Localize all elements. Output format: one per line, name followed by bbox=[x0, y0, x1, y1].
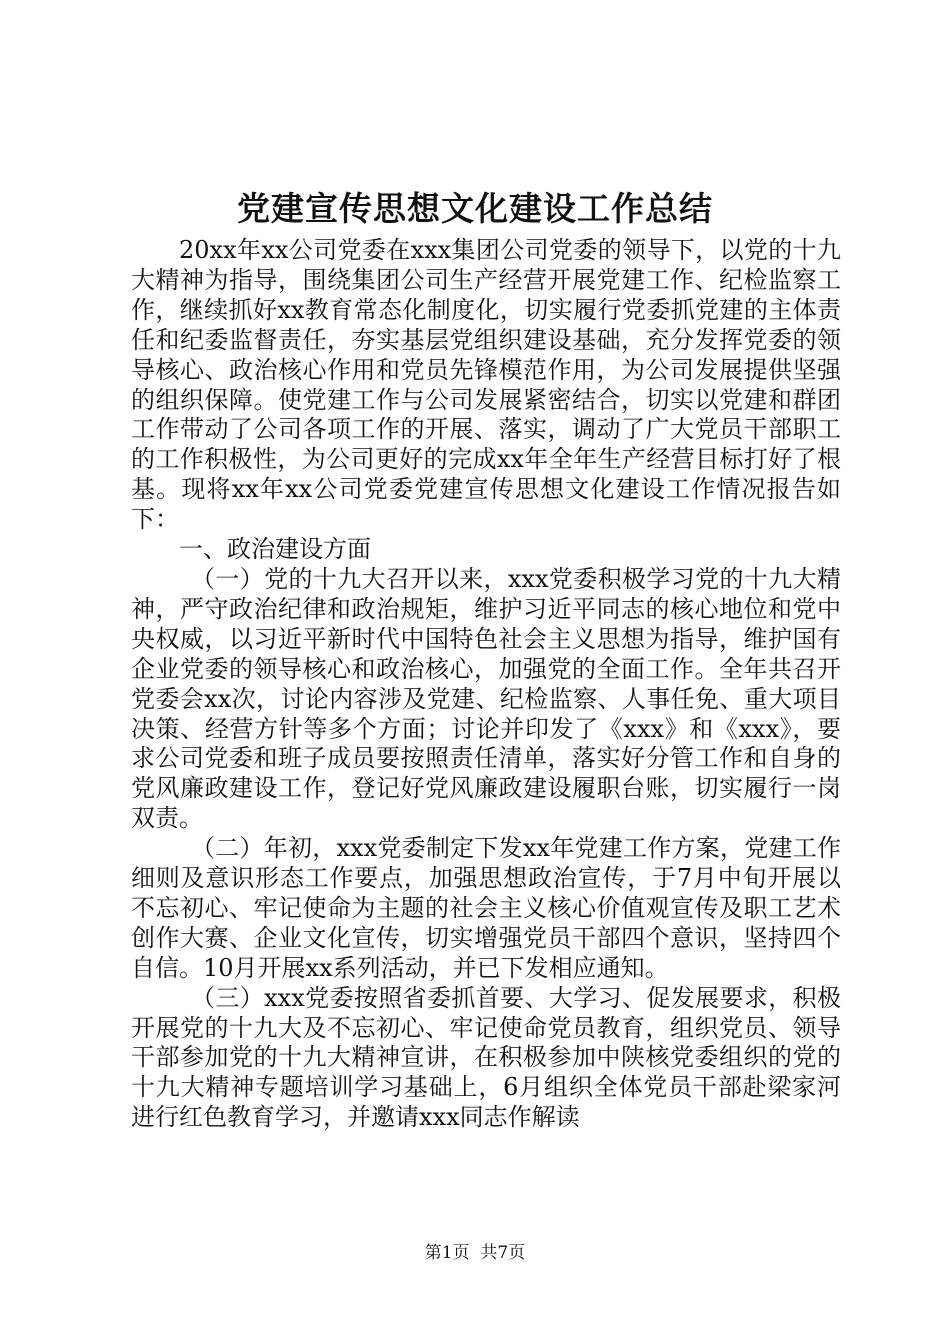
intro-paragraph: 20xx年xx公司党委在xxx集团公司党委的领导下，以党的十九大精神为指导，围绕集团公司生产经营开展党建工作、纪检监察工作，继续抓好xx教育常态化制度化，切实履行党委抓党建的主体责任和纪委监督责任，夯实基层党组织建设基础，充分发挥党委的领导核心、政治核心作用和党员先锋模范作用，为公司发展提供坚强的组织保障。使党建工作与公司发展紧密结合，切实以党建和群团工作带动了公司各项工作的开展、落实，调动了广大党员干部职工的工作积极性，为公司更好的完成xx年全年生产经营目标打好了根基。现将xx年xx公司党委党建宣传思想文化建设工作情况报告如下： bbox=[131, 236, 841, 534]
subsection-paragraph-1: （一）党的十九大召开以来，xxx党委积极学习党的十九大精神，严守政治纪律和政治规矩，维护习近平同志的核心地位和党中央权威，以习近平新时代中国特色社会主义思想为指导，维护国有企业党委的领导核心和政治核心，加强党的全面工作。全年共召开党委会xx次，讨论内容涉及党建、纪检监察、人事任免、重大项目决策、经营方针等多个方面；讨论并印发了《xxx》和《xxx》，要求公司党委和班子成员要按照责任清单，落实好分管工作和自身的党风廉政建设工作，登记好党风廉政建设履职台账，切实履行一岗双责。 bbox=[131, 564, 841, 833]
subsection-paragraph-3: （三）xxx党委按照省委抓首要、大学习、促发展要求，积极开展党的十九大及不忘初心、牢记使命党员教育，组织党员、领导干部参加党的十九大精神宣讲，在积极参加中陕核党委组织的党的十九大精神专题培训学习基础上，6月组织全体党员干部赴梁家河进行红色教育学习，并邀请xxx同志作解读 bbox=[131, 983, 841, 1132]
document-body bbox=[131, 236, 841, 1133]
document-title: 党建宣传思想文化建设工作总结 bbox=[237, 189, 713, 228]
page-total: 共7页 bbox=[480, 1243, 526, 1263]
section-heading-political: 一、政治建设方面 bbox=[179, 535, 371, 564]
footer-spacer bbox=[470, 1243, 481, 1263]
subsection-paragraph-2: （二）年初，xxx党委制定下发xx年党建工作方案，党建工作细则及意识形态工作要点，加强思想政治宣传，于7月中旬开展以不忘初心、牢记使命为主题的社会主义核心价值观宣传及职工艺术创作大赛、企业文化宣传，切实增强党员干部四个意识，坚持四个自信。10月开展xx系列活动，并已下发相应通知。 bbox=[131, 834, 841, 982]
page-footer bbox=[0, 1241, 950, 1265]
page-number: 第1页 bbox=[424, 1243, 470, 1263]
